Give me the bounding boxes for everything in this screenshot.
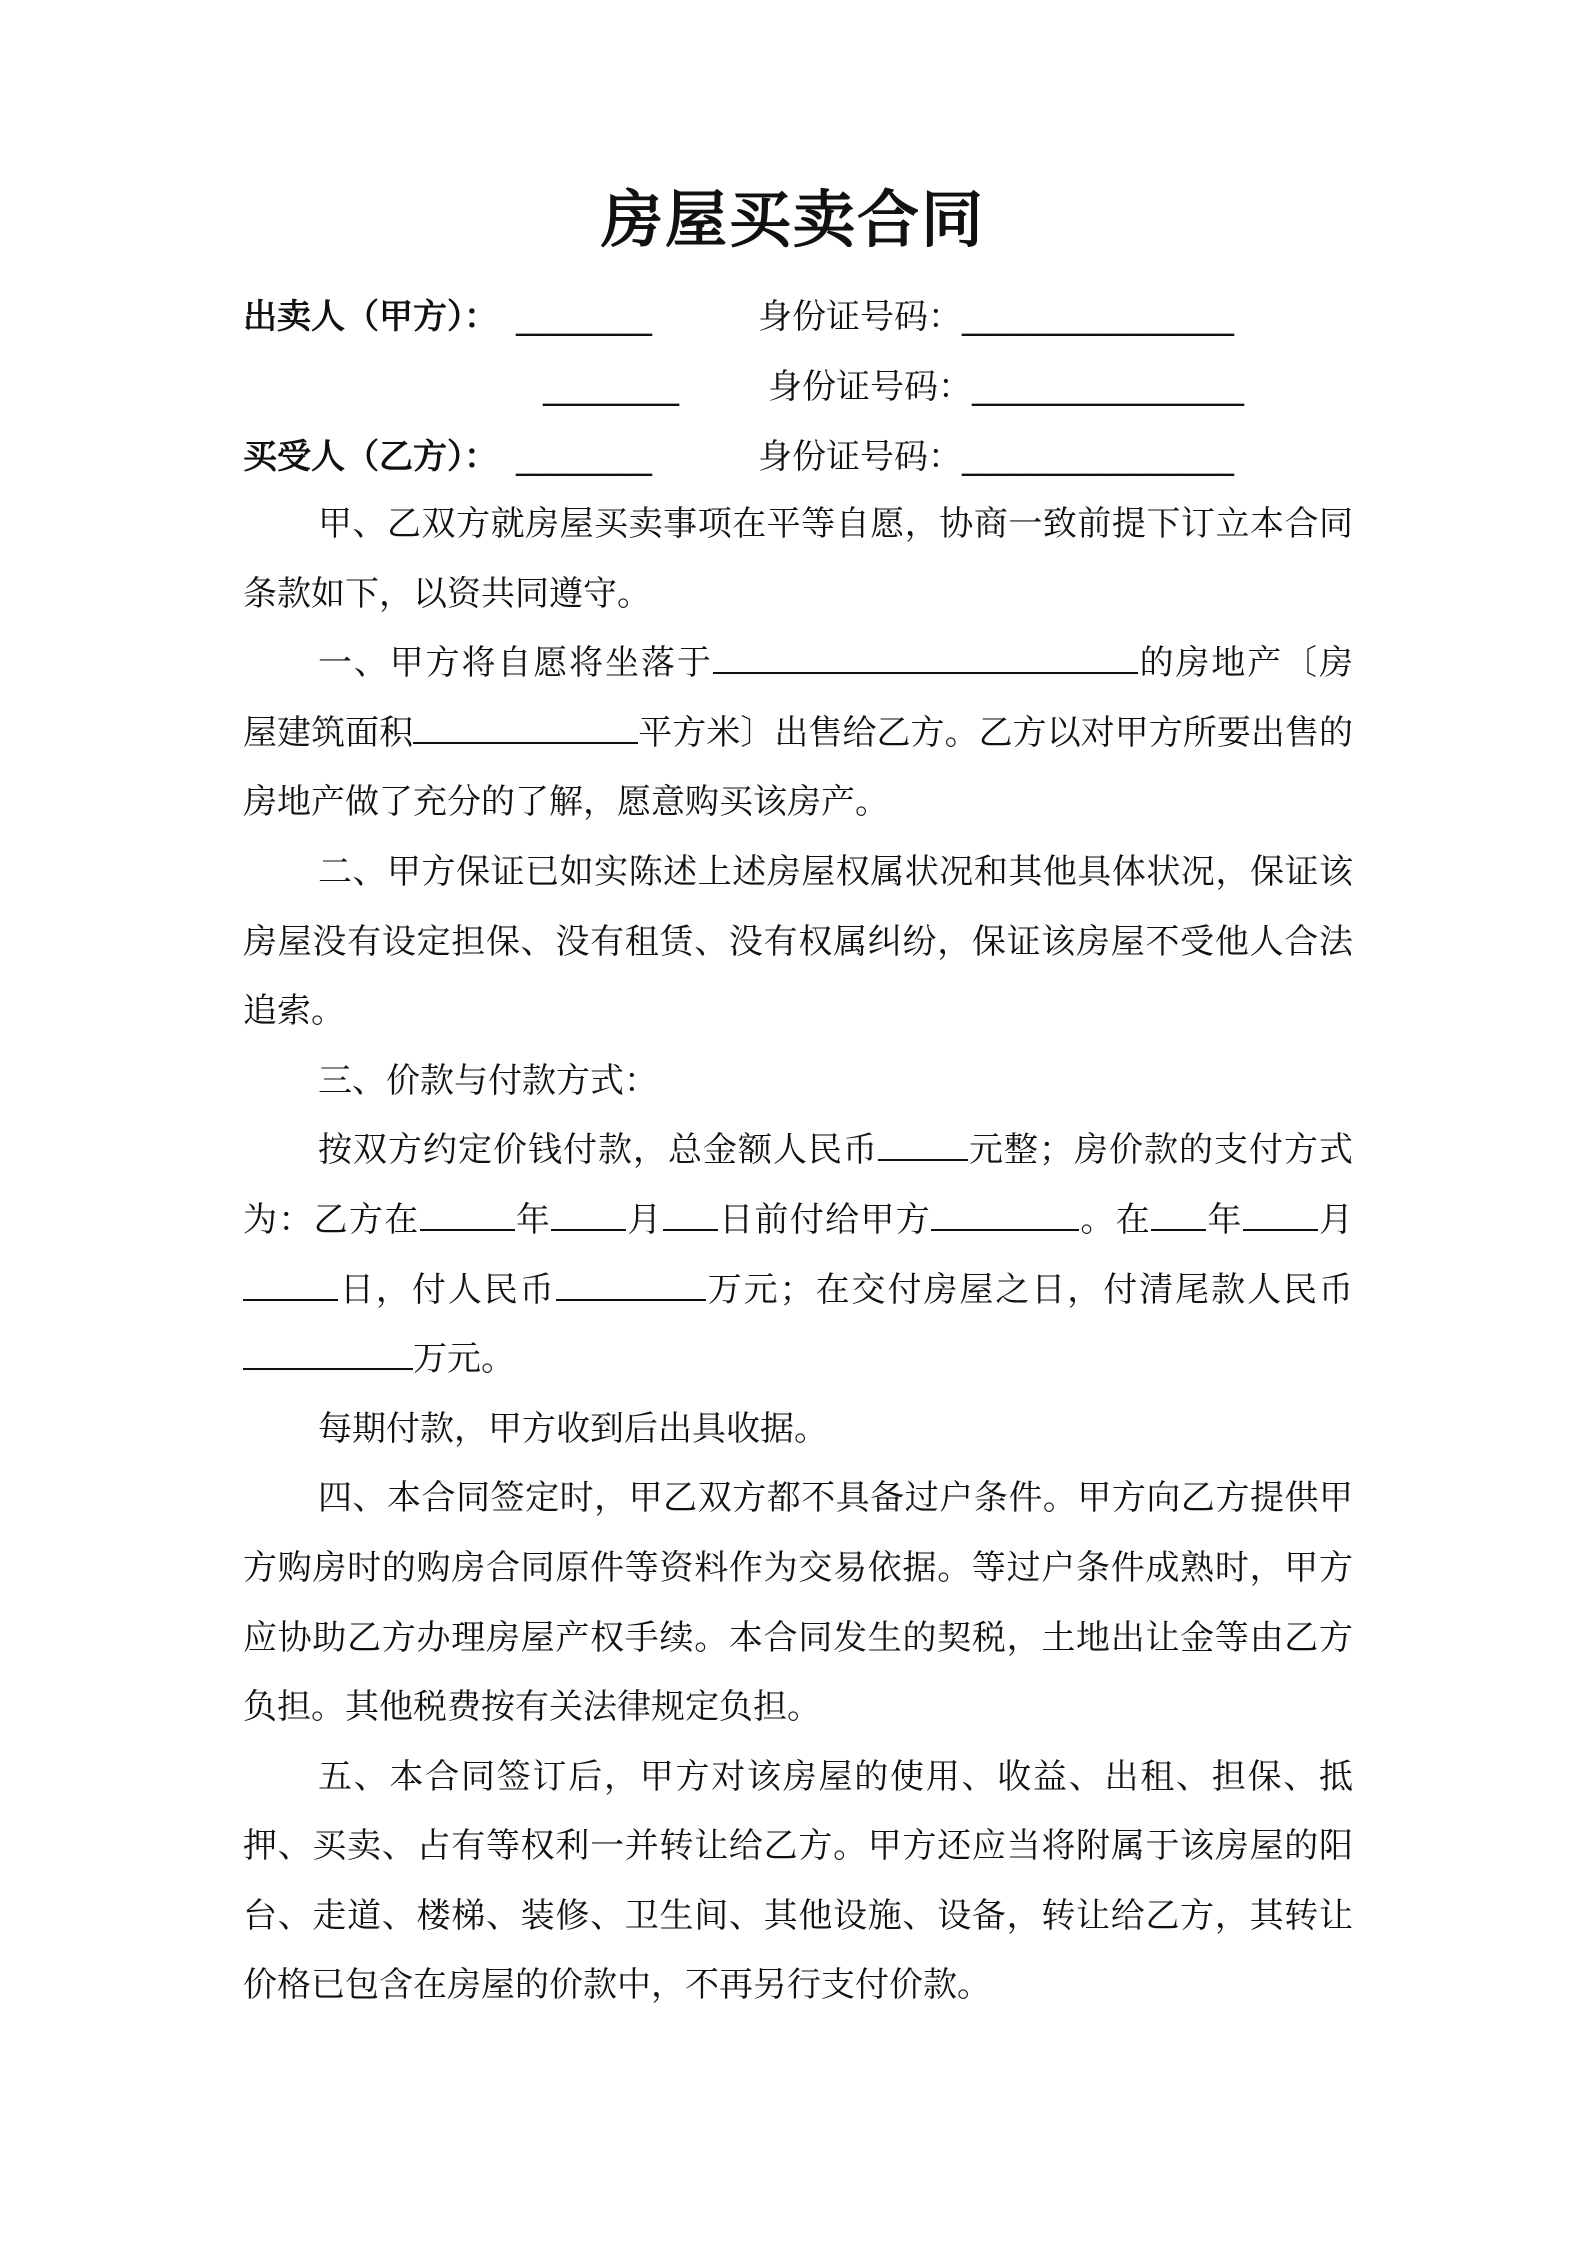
clause-4: 四、本合同签定时，甲乙双方都不具备过户条件。甲方向乙方提供甲方购房时的购房合同原件等资料作为交易依据。等过户条件成熟时，甲方应协助乙方办理房屋产权手续。本合同发生的契税，土地出让金等由乙方负担。其他税费按有关法律规定负担。 (243, 1478, 1353, 1728)
clause-3-payment: 按双方约定价钱付款，总金额人民币 元整；房价款的支付方式为：乙方在 年 月 日前付给甲方 。在 年 月日，付人民币 万元；在交付房屋之日，付清尾款人民币万元。 (243, 1130, 1354, 1380)
intro-paragraph: 甲、乙双方就房屋买卖事项在平等自愿，协商一致前提下订立本合同条款如下，以资共同遵守。 (243, 504, 1353, 614)
seller-line (243, 292, 652, 342)
seller2-line (543, 362, 679, 412)
id-label: 身份证号码： (768, 367, 972, 407)
final-amount-blank[interactable] (243, 1338, 413, 1370)
pay1-amount-blank[interactable] (931, 1199, 1079, 1231)
seller-id-line (758, 292, 1234, 342)
contract-body (243, 490, 1353, 2021)
clause-1: 一、甲方将自愿将坐落于 的房地产〔房屋建筑面积 平方米〕出售给乙方。乙方以对甲方所要出售的房地产做了充分的了解，愿意购买该房产。 (243, 643, 1354, 823)
clause-3-receipt: 每期付款，甲方收到后出具收据。 (318, 1408, 828, 1449)
total-amount-blank[interactable] (878, 1129, 968, 1161)
id-label: 身份证号码： (758, 437, 962, 477)
pay1-year-blank[interactable] (420, 1199, 515, 1231)
clause-5: 五、本合同签订后，甲方对该房屋的使用、收益、出租、担保、抵押、买卖、占有等权利一并转让给乙方。甲方还应当将附属于该房屋的阳台、走道、楼梯、装修、卫生间、其他设施、设备，转让给乙方，其转让价格已包含在房屋的价款中，不再另行支付价款。 (243, 1756, 1353, 2006)
seller2-name-blank[interactable]: ________ (543, 367, 679, 407)
area-blank[interactable] (413, 712, 638, 744)
pay2-year-blank[interactable] (1151, 1199, 1206, 1231)
page-title: 房屋买卖合同 (600, 183, 985, 256)
buyer-label: 买受人（乙方）： (243, 437, 498, 477)
buyer-name-blank[interactable]: ________ (516, 437, 652, 477)
pay2-day-blank[interactable] (243, 1269, 338, 1301)
seller-label: 出卖人（甲方）： (243, 297, 498, 337)
pay2-month-blank[interactable] (1243, 1199, 1318, 1231)
buyer-id-line (758, 432, 1234, 482)
pay2-amount-blank[interactable] (556, 1269, 706, 1301)
buyer-line (243, 432, 652, 482)
property-location-blank[interactable] (713, 642, 1138, 674)
seller2-id-blank[interactable]: ________________ (972, 367, 1244, 407)
clause-2: 二、甲方保证已如实陈述上述房屋权属状况和其他具体状况，保证该房屋没有设定担保、没有租赁、没有权属纠纷，保证该房屋不受他人合法追索。 (243, 851, 1353, 1032)
buyer-id-blank[interactable]: ________________ (962, 437, 1234, 477)
clause-3-heading: 三、价款与付款方式： (318, 1060, 658, 1101)
seller2-id-line (768, 362, 1244, 412)
pay1-month-blank[interactable] (551, 1199, 626, 1231)
pay1-day-blank[interactable] (663, 1199, 718, 1231)
seller-id-blank[interactable]: ________________ (962, 297, 1234, 337)
id-label: 身份证号码： (758, 297, 962, 337)
seller-name-blank[interactable]: ________ (516, 297, 652, 337)
